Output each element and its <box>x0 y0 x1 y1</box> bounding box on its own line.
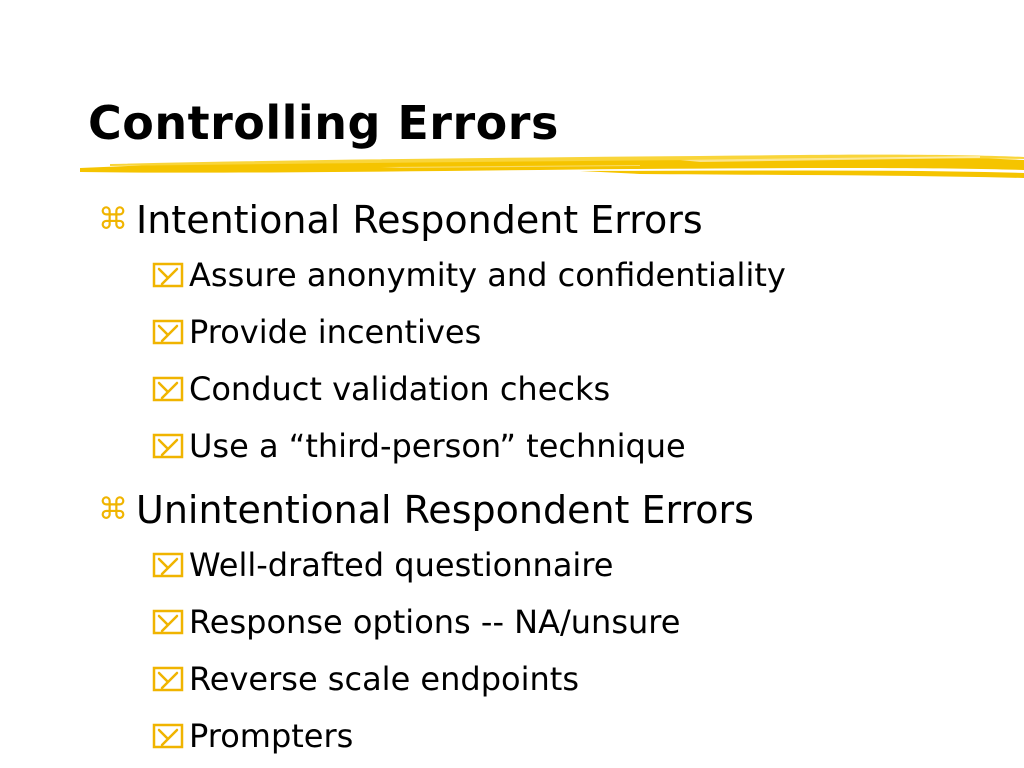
list-item-text: Reverse scale endpoints <box>189 660 579 698</box>
list-item-text: Assure anonymity and confidentiality <box>189 256 786 294</box>
command-key-icon: ⌘ <box>98 202 128 237</box>
list-item <box>152 544 613 586</box>
section-heading <box>98 196 703 244</box>
list-item-text: Prompters <box>189 717 354 755</box>
checkbox-y-icon <box>152 318 186 346</box>
checkbox-y-icon <box>152 665 186 693</box>
checkbox-y-icon <box>152 551 186 579</box>
command-key-icon: ⌘ <box>98 492 128 527</box>
list-item <box>152 425 686 467</box>
list-item <box>152 601 680 643</box>
list-item <box>152 311 481 353</box>
list-item <box>152 715 353 757</box>
list-item-text: Use a “third-person” technique <box>189 427 686 465</box>
list-item <box>152 368 610 410</box>
checkbox-y-icon <box>152 608 186 636</box>
checkbox-y-icon <box>152 375 186 403</box>
list-item-text: Provide incentives <box>189 313 482 351</box>
slide-title: Controlling Errors <box>88 96 559 150</box>
list-item-text: Conduct validation checks <box>189 370 611 408</box>
section-heading <box>98 486 754 534</box>
list-item <box>152 254 786 296</box>
checkbox-y-icon <box>152 432 186 460</box>
section-heading-text: Unintentional Respondent Errors <box>136 488 754 532</box>
list-item <box>152 658 579 700</box>
list-item-text: Well-drafted questionnaire <box>189 546 614 584</box>
checkbox-y-icon <box>152 261 186 289</box>
section-heading-text: Intentional Respondent Errors <box>136 198 703 242</box>
list-item-text: Response options -- NA/unsure <box>189 603 681 641</box>
checkbox-y-icon <box>152 722 186 750</box>
